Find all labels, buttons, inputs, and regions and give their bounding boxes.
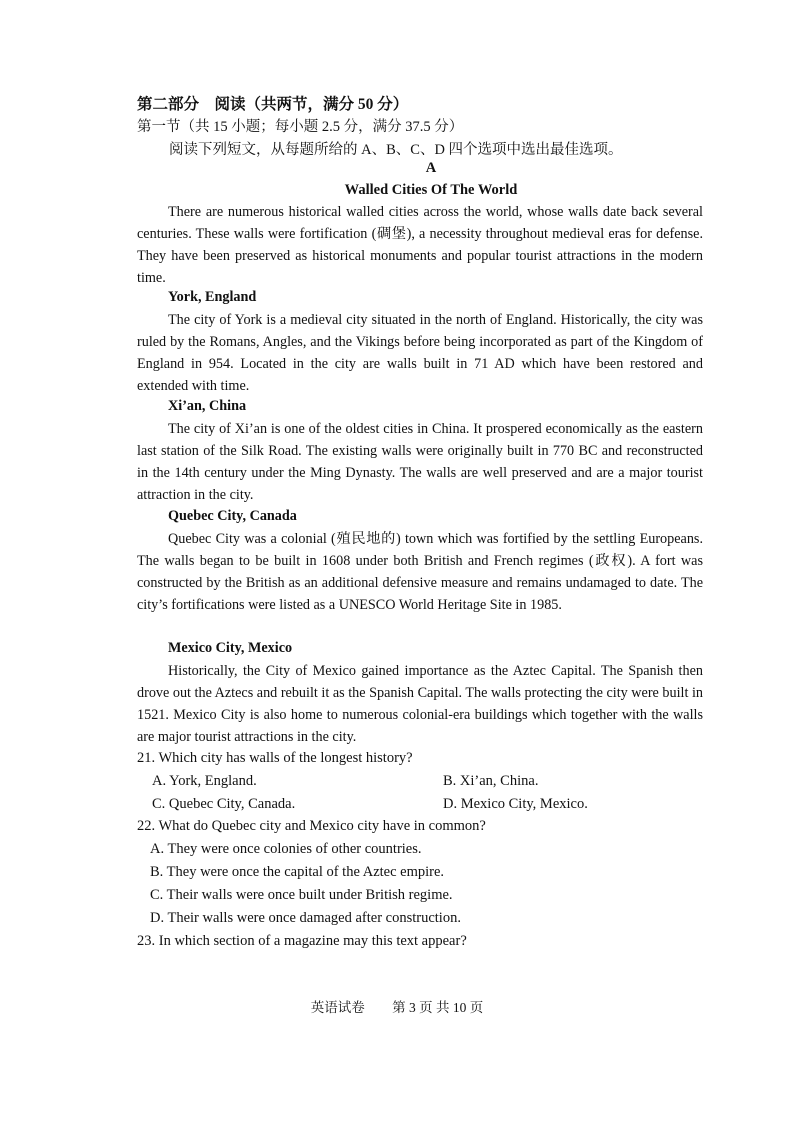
question-21-option-a[interactable]: A. York, England.	[152, 773, 257, 789]
section-text-mexico: Historically, the City of Mexico gained importance as the Aztec Capital. The Spanish then drove out the Aztecs and rebuilt it as the Spanish Capital. The walls protecting the city were built in 1521. Mexico City is also home to numerous colonial-era buildings which together with the walls are major tourist attractions in the city.	[137, 663, 703, 745]
question-21-option-d[interactable]: D. Mexico City, Mexico.	[443, 796, 588, 812]
intro-text: There are numerous historical walled cities across the world, whose walls date back several centuries. These walls were fortification (碉堡), a necessity throughout medieval eras for defense. They have been preserved as historical monuments and popular tourist attractions in the modern time.	[137, 204, 703, 286]
question-22-stem: 22. What do Quebec city and Mexico city have in common?	[137, 818, 486, 834]
section-text-xian: The city of Xi’an is one of the oldest cities in China. It prospered economically as the eastern last station of the Silk Road. The existing walls were originally built in 770 BC and reconstructed in the 14th century under the Ming Dynasty. The walls are well preserved and are a major tourist attraction in the city.	[137, 421, 703, 503]
question-21-option-b[interactable]: B. Xi’an, China.	[443, 773, 539, 789]
section-text-quebec: Quebec City was a colonial (殖民地的) town which was fortified by the settling Europeans. The walls began to be built in 1608 under both British and French regimes (政权). A fort was constructed by the British as an additional defensive measure and remains undamaged to date. The city’s fortifications were listed as a UNESCO World Heritage Site in 1985.	[137, 531, 703, 613]
question-21-stem: 21. Which city has walls of the longest history?	[137, 750, 413, 766]
question-23-stem: 23. In which section of a magazine may this text appear?	[137, 933, 467, 949]
question-22-option-a[interactable]: A. They were once colonies of other countries.	[150, 841, 422, 857]
intro-paragraph	[137, 201, 703, 289]
section-heading-quebec: Quebec City, Canada	[168, 508, 297, 524]
passage-title: Walled Cities Of The World	[344, 182, 518, 198]
question-22-option-b[interactable]: B. They were once the capital of the Aztec empire.	[150, 864, 445, 880]
section-text-york: The city of York is a medieval city situated in the north of England. Historically, the city was ruled by the Romans, Angles, and the Vikings before being incorporated as part of the Kingdom of England in 954. Located in the city are walls built in 71 AD which have been restored and extended with time.	[137, 312, 703, 394]
section-title: 第一节（共 15 小题；每小题 2.5 分，满分 37.5 分）	[137, 119, 464, 135]
footer-subject: 英语试卷	[310, 1000, 365, 1015]
question-22-option-c[interactable]: C. Their walls were once built under British regime.	[150, 887, 453, 903]
question-22-option-d[interactable]: D. Their walls were once damaged after construction.	[150, 910, 461, 926]
footer-page-info: 第 3 页 共 10 页	[392, 1000, 484, 1015]
page-footer	[0, 996, 794, 1016]
passage-letter: A	[425, 160, 437, 176]
instruction-text: 阅读下列短文，从每题所给的 A、B、C、D 四个选项中选出最佳选项。	[169, 142, 623, 158]
question-21-option-c[interactable]: C. Quebec City, Canada.	[152, 796, 296, 812]
section-heading-mexico: Mexico City, Mexico	[168, 640, 293, 656]
section-heading-york: York, England	[168, 289, 257, 305]
section-paragraph-xian	[137, 418, 703, 506]
section-paragraph-mexico	[137, 660, 703, 748]
section-heading-xian: Xi’an, China	[168, 398, 247, 414]
section-paragraph-quebec	[137, 528, 703, 616]
part-title: 第二部分 阅读（共两节，满分 50 分）	[137, 96, 409, 113]
section-paragraph-york	[137, 309, 703, 397]
